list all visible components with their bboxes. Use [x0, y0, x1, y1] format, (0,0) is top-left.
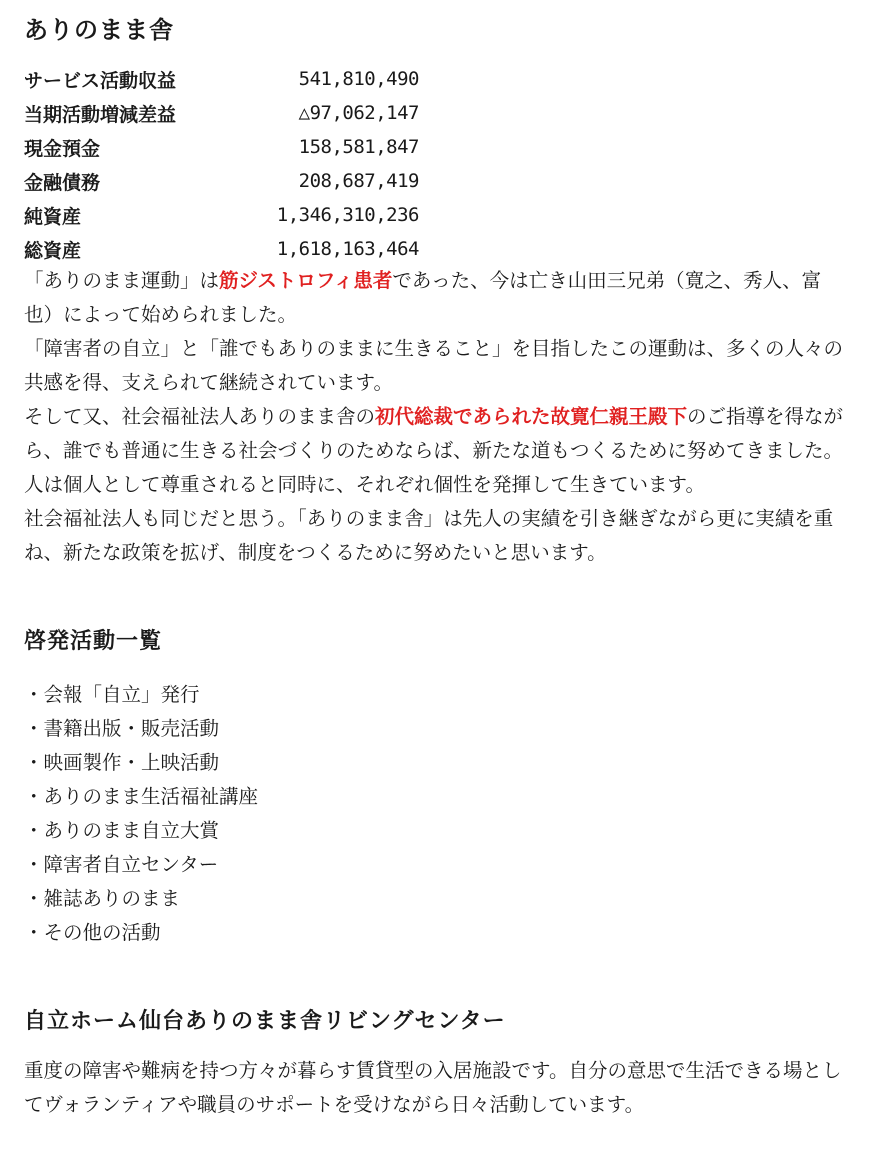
- list-item: ・ありのまま自立大賞: [24, 819, 220, 842]
- financial-table: [24, 62, 444, 266]
- financial-value: 208,687,419: [298, 170, 419, 192]
- intro-text-segment: 「ありのまま運動」は: [24, 269, 220, 292]
- financial-row: [24, 130, 444, 164]
- highlight-text: 筋ジストロフィ患者: [219, 269, 393, 292]
- activities-heading: 啓発活動一覧: [24, 629, 163, 654]
- intro-text-segment: のご指導を得ながら、誰でも普通に生きる社会づくりのためならば、新たな道もつくるために努めてきました。: [24, 405, 844, 462]
- highlight-text: 初代総裁であられた故寛仁親王殿下: [375, 405, 688, 428]
- financial-value: 1,346,310,236: [276, 204, 419, 226]
- financial-label: サービス活動収益: [24, 69, 177, 92]
- financial-value: 541,810,490: [298, 68, 419, 90]
- financial-row: [24, 164, 444, 198]
- list-item: ・障害者自立センター: [24, 853, 219, 876]
- financial-label: 当期活動増減差益: [24, 103, 177, 126]
- financial-row: [24, 96, 444, 130]
- financial-value: 1,618,163,464: [276, 238, 419, 260]
- list-item: ・ありのまま生活福祉講座: [24, 785, 259, 808]
- financial-value: 158,581,847: [298, 136, 419, 158]
- financial-label: 純資産: [24, 205, 82, 228]
- activities-list: [24, 678, 258, 950]
- intro-text-segment: そして又、社会福祉法人ありのまま舎の: [24, 405, 376, 428]
- list-item: ・映画製作・上映活動: [24, 751, 220, 774]
- financial-row: [24, 62, 444, 96]
- intro-text: [24, 264, 850, 570]
- home-section: [24, 1004, 506, 1035]
- financial-label: 現金預金: [24, 137, 101, 160]
- list-item: ・雑誌ありのまま: [24, 887, 181, 910]
- activities-section: [24, 624, 162, 655]
- page-title: ありのまま舎: [24, 16, 174, 44]
- intro-paragraph: [24, 400, 850, 468]
- intro-paragraph: 社会福祉法人も同じだと思う。「ありのまま舎」は先人の実績を引き継ぎながら更に実績を重ね、新たな政策を拡げ、制度をつくるために努めたいと思います。: [24, 507, 834, 564]
- intro-text-segment: であった、今は亡き山田三兄弟（寛之、秀人、富也）によって始められました。: [24, 269, 822, 326]
- financial-value: △97,062,147: [298, 102, 419, 124]
- list-item: ・その他の活動: [24, 921, 161, 944]
- home-description: 重度の障害や難病を持つ方々が暮らす賃貸型の入居施設です。自分の意思で生活できる場としてヴォランティアや職員のサポートを受けながら日々活動しています。: [24, 1059, 842, 1116]
- intro-paragraph: 人は個人として尊重されると同時に、それぞれ個性を発揮して生きています。: [24, 473, 705, 496]
- financial-row: [24, 232, 444, 266]
- home-heading: 自立ホーム仙台ありのまま舎リビングセンター: [24, 1009, 506, 1034]
- intro-paragraph: [24, 264, 850, 332]
- financial-label: 金融債務: [24, 171, 101, 194]
- intro-paragraph: 「障害者の自立」と「誰でもありのままに生きること」を目指したこの運動は、多くの人々の共感を得、支えられて継続されています。: [24, 337, 844, 394]
- financial-row: [24, 198, 444, 232]
- list-item: ・会報「自立」発行: [24, 683, 200, 706]
- list-item: ・書籍出版・販売活動: [24, 717, 220, 740]
- financial-label: 総資産: [24, 239, 82, 262]
